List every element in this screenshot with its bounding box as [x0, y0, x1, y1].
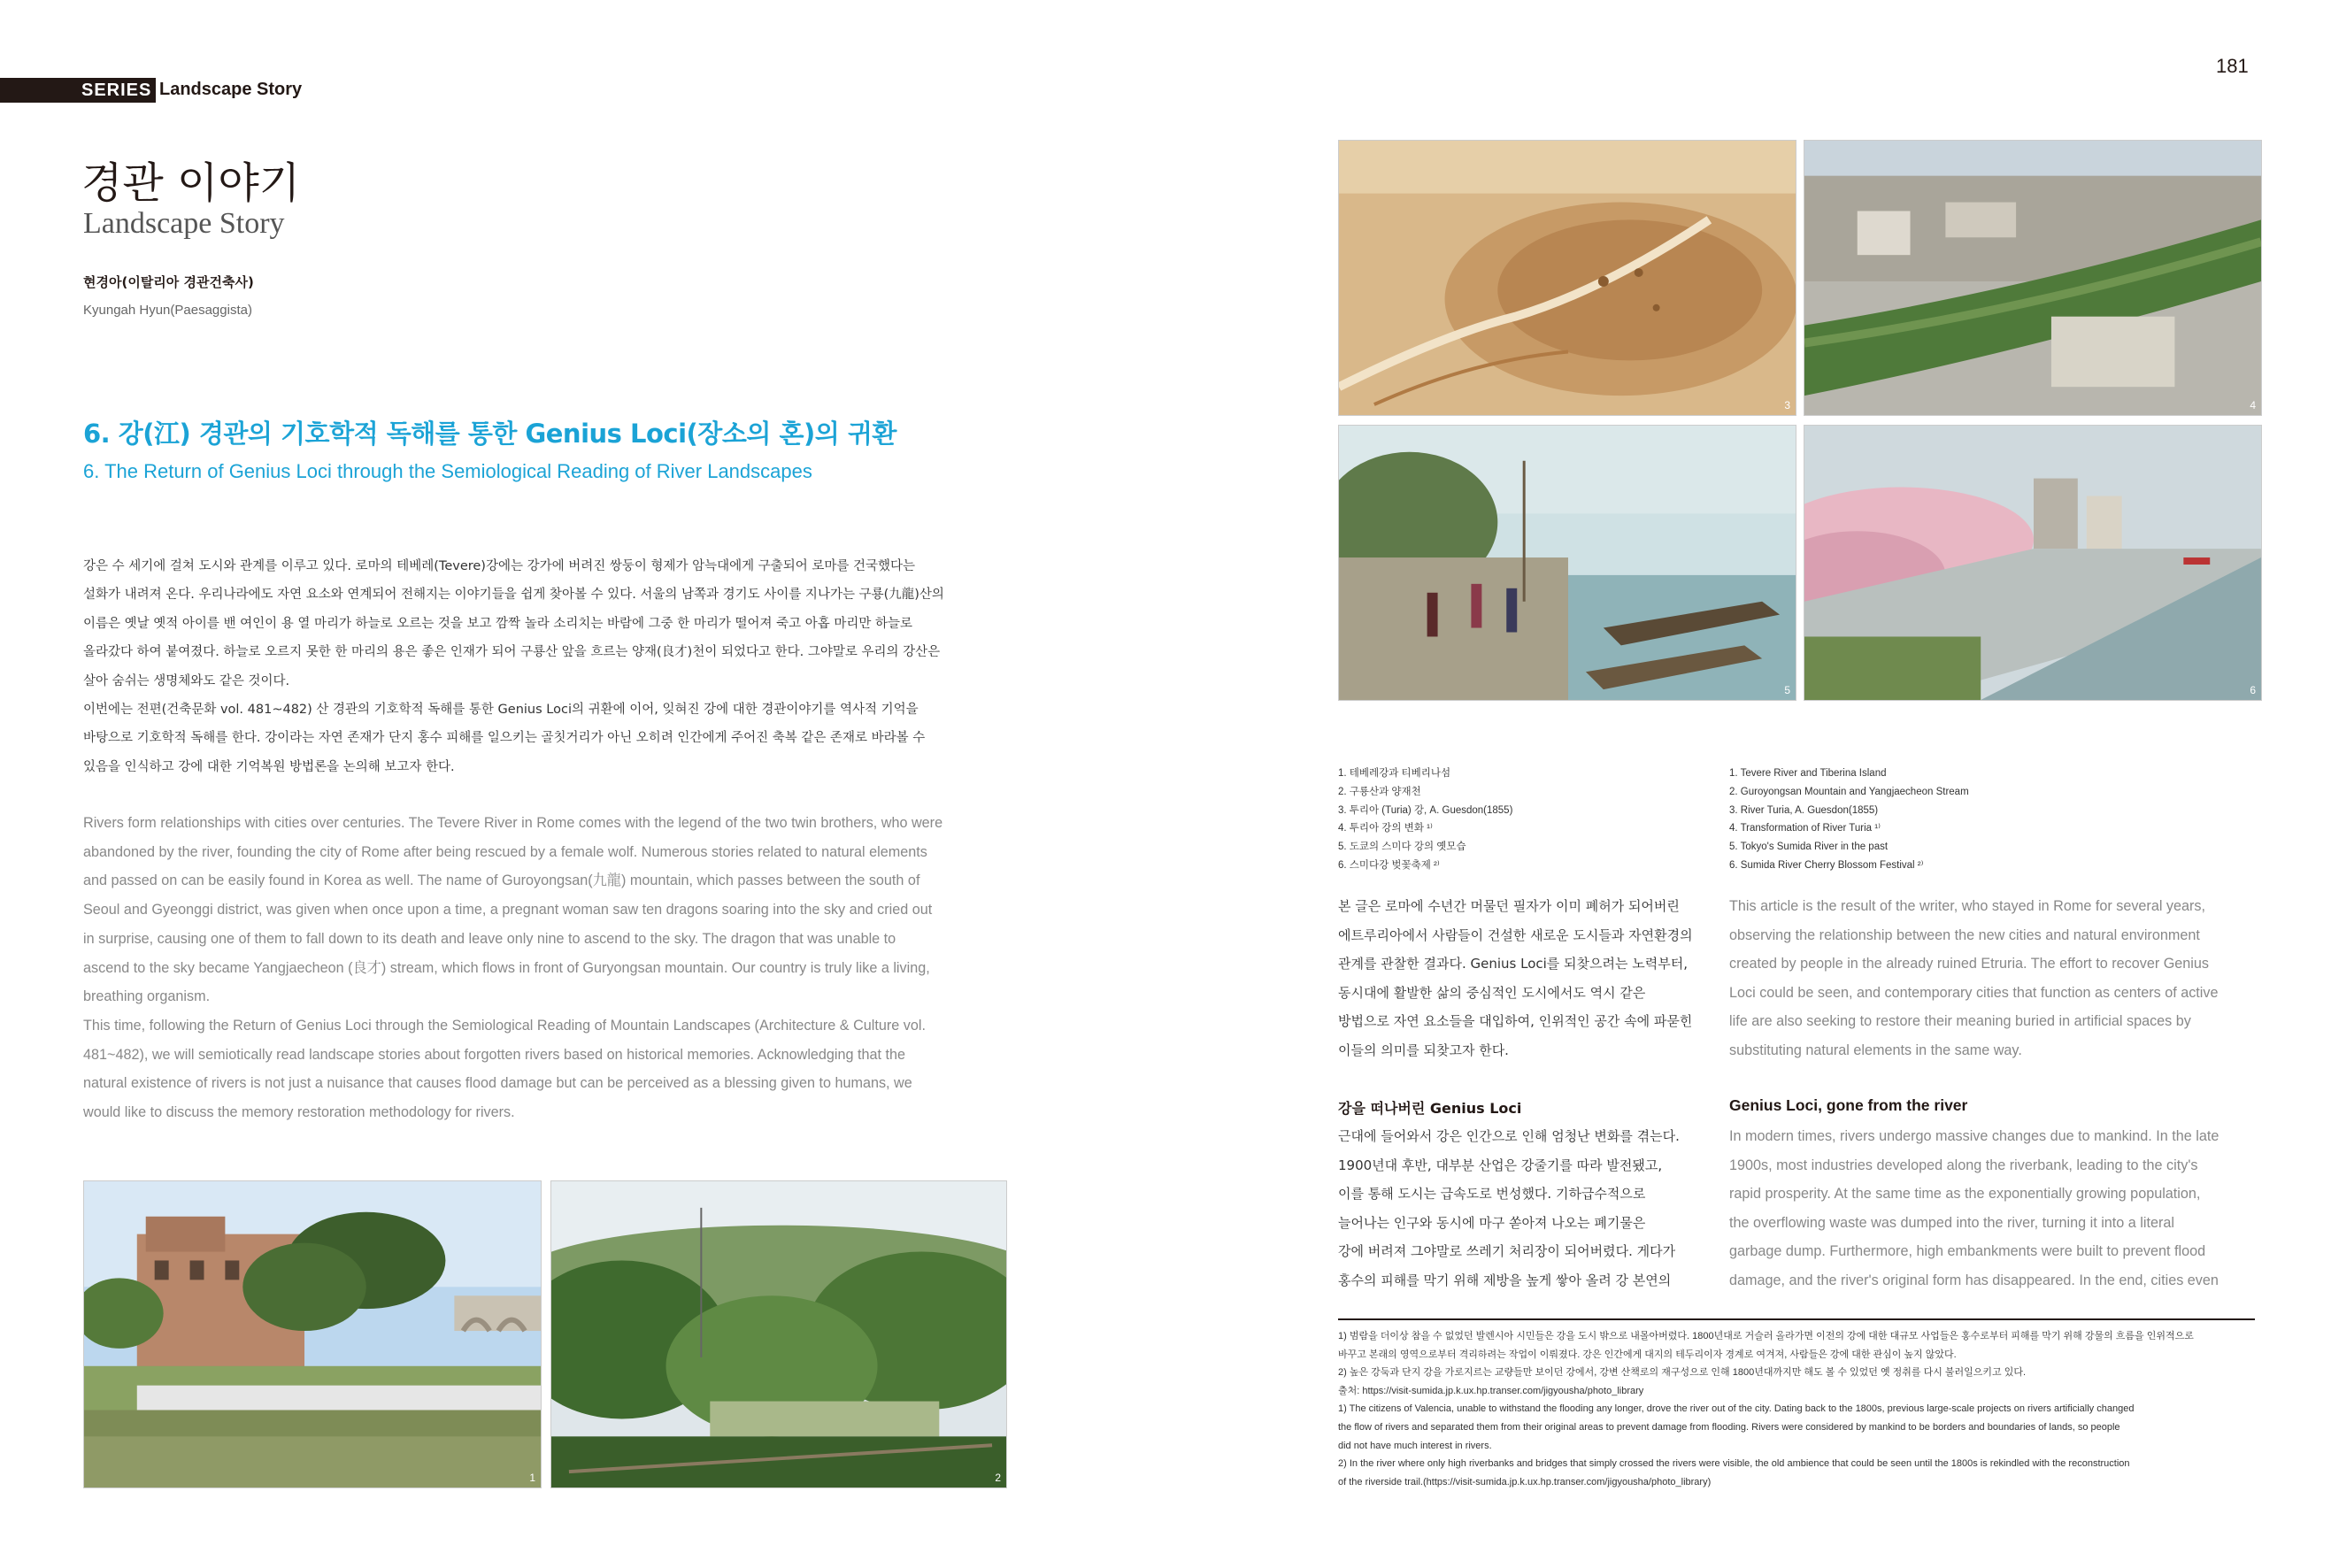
- caption-en-6: 6. Sumida River Cherry Blossom Festival ²⁾: [1729, 859, 1924, 871]
- body-text-en: [83, 809, 1012, 1127]
- river-paragraph-ko: 근대에 들어와서 강은 인간으로 인해 엄청난 변화를 겪는다. 1900년대 후반, 대부분 산업은 강줄기를 따라 발전됐고, 이를 통해 도시는 급속도로 번성했다. 기하급수적으로 늘어나는 인구와 동시에 마구 쏟아져 나오는 폐기물은 강에 버려져 그야말로 쓰레기 처리장이 되어버렸다. 게다가 홍수의 피해를 막기 위해 제방을 높게 쌓아 올려 강 본연의: [1338, 1128, 1680, 1288]
- footnote-en-1: 1) The citizens of Valencia, unable to withstand the flooding any longer, drove the river out of the city. Dating back to the 1800s, previous large-scale projects on rivers artificially changed the flow of rivers and separated them from their original areas to prevent damage from flooding. Rivers were considered by mankind to be borders and boundaries of lands, so people did not have much interest in rivers.: [1338, 1403, 2135, 1451]
- footnote-en-2: 2) In the river where only high riverbanks and bridges that simply crossed the rivers were visible, the old ambience that could be seen until the 1800s is rekindled with the reconstruction of the riverside trail.(https://visit-sumida.jp.k.ux.hp.transer.com/jigyousha/photo_library): [1338, 1458, 2130, 1487]
- figure-number-4: 4: [2250, 399, 2256, 411]
- section-title-ko: 6. 강(江) 경관의 기호학적 독해를 통한 Genius Loci(장소의 혼)의 귀환: [83, 419, 896, 449]
- photo-tevere-image: [84, 1181, 541, 1487]
- caption-ko-2: 2. 구룡산과 양재천: [1338, 786, 1421, 797]
- body-paragraph-ko-2: 이번에는 전편(건축문화 vol. 481~482) 산 경관의 기호학적 독해를 통한 Genius Loci의 귀환에 이어, 잊혀진 강에 대한 경관이야기를 역사적 기억을 바탕으로 기호학적 독해를 한다. 강이라는 자연 존재가 단지 홍수 피해를 일으키는 골칫거리가 아닌 오히려 인간에게 주어진 축복 같은 존재로 바라볼 수 있음을 인식하고 강에 대한 기억복원 방법론을 논의해 보고자 한다.: [83, 703, 926, 774]
- subheading-ko: 강을 떠나버린 Genius Loci: [1338, 1100, 1522, 1117]
- river-paragraph-en: In modern times, rivers undergo massive changes due to mankind. In the late 1900s, most industries developed along the riverbank, leading to the city's rapid prosperity. At the same time as the exponentially growing population, the overflowing waste was dumped into the river, turning it into a literal garbage dump. Furthermore, high embankments were built to prevent flood damage, and the river's original form has disappeared. In the end, cities even: [1729, 1128, 2219, 1288]
- page-title-ko: 경관 이야기: [81, 158, 301, 208]
- footnotes: [1338, 1327, 2255, 1491]
- photo-turia-transformation-image: [1804, 141, 2261, 415]
- figure-captions-ko: [1338, 765, 1710, 875]
- body-text-ko: [83, 552, 1004, 781]
- figure-number-6: 6: [2250, 684, 2256, 696]
- author-ko: 현경아(이탈리아 경관건축사): [83, 274, 254, 290]
- photo-turia-transformation: [1804, 140, 2262, 416]
- figure-number-2: 2: [995, 1472, 1001, 1484]
- caption-ko-3: 3. 투리아 (Turia) 강, A. Guesdon(1855): [1338, 804, 1513, 816]
- caption-en-4: 4. Transformation of River Turia ¹⁾: [1729, 823, 1881, 834]
- figure-number-3: 3: [1784, 399, 1790, 411]
- photo-sumida-cherry-blossom-image: [1804, 426, 2261, 700]
- caption-ko-6: 6. 스미다강 벚꽃축제 ²⁾: [1338, 859, 1440, 871]
- series-tag: SERIES: [81, 81, 152, 100]
- photo-sumida-past-image: [1339, 426, 1796, 700]
- caption-en-2: 2. Guroyongsan Mountain and Yangjaecheon Stream: [1729, 786, 1969, 797]
- section-title-en: 6. The Return of Genius Loci through the Semiological Reading of River Landscapes: [83, 460, 812, 482]
- caption-ko-4: 4. 투리아 강의 변화 ¹⁾: [1338, 823, 1433, 834]
- footnote-ko-2: 2) 높은 강둑과 단지 강을 가로지르는 교량들만 보이던 강에서, 강변 산책로의 재구성으로 인해 1800년대까지만 해도 볼 수 있었던 옛 정취를 다시 불러일으키고 있다.: [1338, 1367, 2027, 1379]
- page-title-en: Landscape Story: [83, 207, 285, 240]
- photo-turia-1855-image: [1339, 141, 1796, 415]
- page-number: 181: [2216, 55, 2249, 77]
- caption-en-3: 3. River Turia, A. Guesdon(1855): [1729, 804, 1879, 816]
- caption-en-5: 5. Tokyo's Sumida River in the past: [1729, 842, 1889, 853]
- body-paragraph-en-1: Rivers form relationships with cities over centuries. The Tevere River in Rome comes with the legend of the two twin brothers, who were abandoned by the river, founding the city of Rome after being rescued by a female wolf. Numerous stories related to natural elements and passed on can be easily found in Korea as well. The name of Guroyongsan(九龍) mountain, which passes between the south of Seoul and Gyeonggi district, was given when once upon a time, a pregnant woman saw ten dragons soaring into the sky and cried out in surprise, causing one of them to fall down to its death and leave only nine to ascend to the sky. The dragon that was unable to ascend to the sky became Yangjaecheon (良才) stream, which flows in front of Guryongsan mountain. Our country is truly like a living, breathing organism.: [83, 815, 943, 1005]
- footnote-ko-2-source: 출처: https://visit-sumida.jp.k.ux.hp.transer.com/jigyousha/photo_library: [1338, 1385, 1644, 1396]
- figure-captions-en: [1729, 765, 2172, 875]
- photo-sumida-cherry-blossom: [1804, 425, 2262, 701]
- figure-number-1: 1: [529, 1472, 535, 1484]
- caption-ko-5: 5. 도쿄의 스미다 강의 옛모습: [1338, 842, 1466, 853]
- intro-paragraph-en: This article is the result of the writer, who stayed in Rome for several years, observing the relationship between the new cities and natural environment created by people in the already ruined Etruria. The effort to recover Genius Loci could be seen, and contemporary cities that function as centers of active life are also seeking to restore their meaning buried in artificial spaces by substituting natural elements in the same way.: [1729, 898, 2219, 1058]
- photo-guroyongsan: [550, 1180, 1007, 1488]
- caption-en-1: 1. Tevere River and Tiberina Island: [1729, 768, 1887, 779]
- body-paragraph-en-2: This time, following the Return of Genius Loci through the Semiological Reading of Mountain Landscapes (Architecture & Culture vol. 481~482), we will semiotically read landscape stories about forgotten rivers based on historical memories. Acknowledging that the natural existence of rivers is not just a nuisance that causes flood damage but can be perceived as a blessing given to humans, we would like to discuss the memory restoration methodology for rivers.: [83, 1017, 926, 1121]
- photo-sumida-past: [1338, 425, 1796, 701]
- caption-ko-1: 1. 테베레강과 티베리나섬: [1338, 768, 1451, 779]
- photo-tevere-river: [83, 1180, 542, 1488]
- footnote-divider: [1338, 1318, 2255, 1320]
- subheading-en: Genius Loci, gone from the river: [1729, 1096, 1968, 1114]
- series-name: Landscape Story: [159, 80, 303, 99]
- author-en: Kyungah Hyun(Paesaggista): [83, 303, 252, 318]
- body-paragraph-ko-1: 강은 수 세기에 걸쳐 도시와 관계를 이루고 있다. 로마의 테베레(Tevere)강에는 강가에 버려진 쌍둥이 형제가 암늑대에게 구출되어 로마를 건국했다는 설화가 내려져 온다. 우리나라에도 자연 요소와 연계되어 전해지는 이야기들을 쉽게 찾아볼 수 있다. 서울의 남쪽과 경기도 사이를 지나가는 구룡(九龍)산의 이름은 옛날 옛적 아이를 밴 여인이 용 열 마리가 하늘로 오르는 것을 보고 깜짝 놀라 소리치는 바람에 그중 한 마리가 떨어져 죽고 아홉 마리만 하늘로 올라갔다 하여 붙여졌다. 하늘로 오르지 못한 한 마리의 용은 좋은 인재가 되어 구룡산 앞을 흐르는 양재(良才)천이 되었다고 한다. 그야말로 우리의 강산은 살아 숨쉬는 생명체와도 같은 것이다.: [83, 559, 944, 688]
- figure-number-5: 5: [1784, 684, 1790, 696]
- photo-turia-1855: [1338, 140, 1796, 416]
- photo-guroyongsan-image: [551, 1181, 1006, 1487]
- footnote-ko-1: 1) 범람을 더이상 참을 수 없었던 발렌시아 시민들은 강을 도시 밖으로 내몰아버렸다. 1800년대로 거슬러 올라가면 이전의 강에 대한 대규모 사업들은 홍수로부터 피해를 막기 위해 강물의 흐름을 인위적으로 바꾸고 본래의 영역으로부터 격리하려는 작업이 이뤄졌다. 강은 인간에게 대지의 테두리이자 경계로 여겨져, 사람들은 강에 대한 관심이 높지 않았다.: [1338, 1331, 2194, 1360]
- intro-paragraph-ko: 본 글은 로마에 수년간 머물던 필자가 이미 폐허가 되어버린 에트루리아에서 사람들이 건설한 새로운 도시들과 자연환경의 관계를 관찰한 결과다. Genius Loci를 되찾으려는 노력부터, 동시대에 활발한 삶의 중심적인 도시에서도 역시 같은 방법으로 자연 요소들을 대입하여, 인위적인 공간 속에 파묻힌 이들의 의미를 되찾고자 한다.: [1338, 898, 1693, 1058]
